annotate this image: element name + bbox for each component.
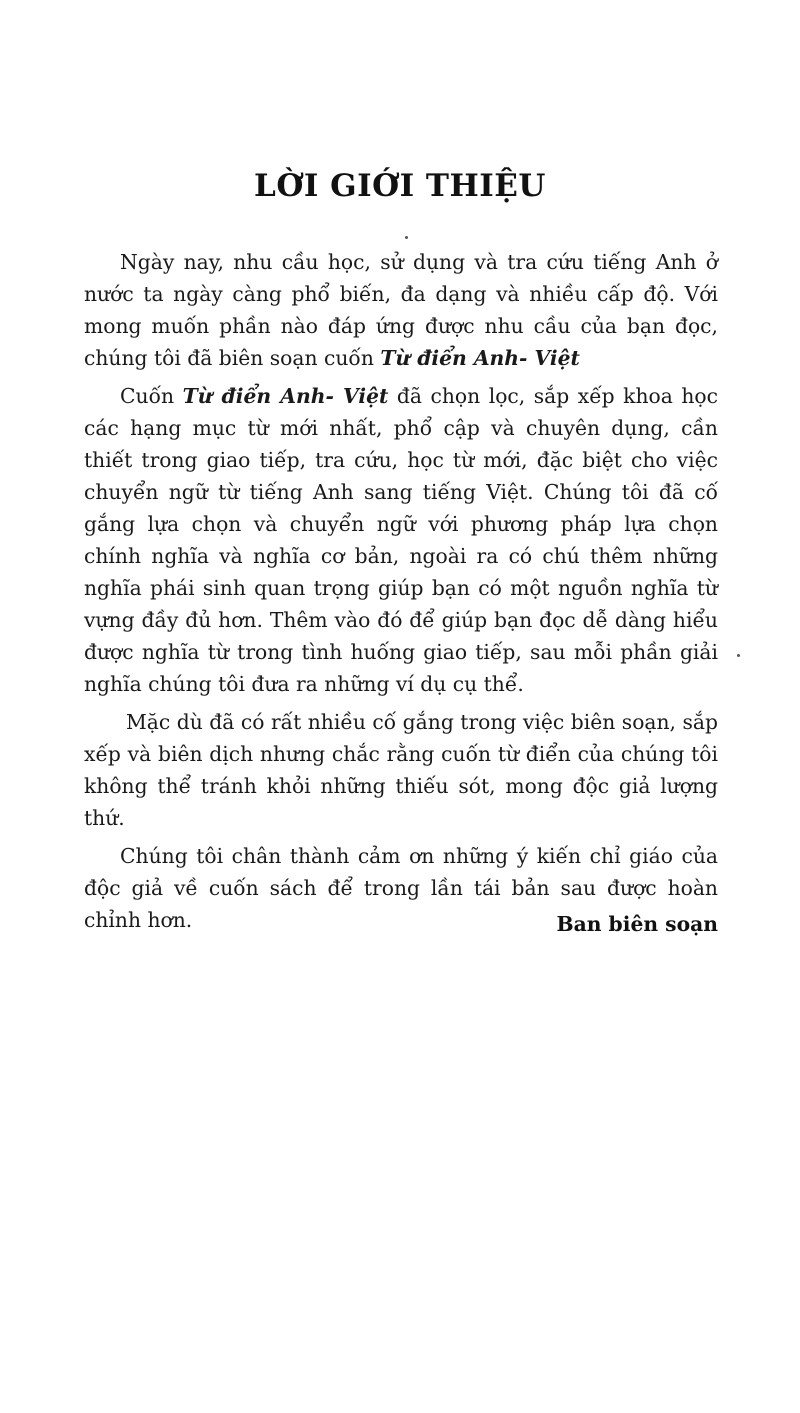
paragraph-2-text: đã chọn lọc, sắp xếp khoa học các hạng mục từ mới nhất, phổ cập và chuyên dụng, cần thiết trong giao tiếp, tra cứu, học từ mới, đặc biệt cho việc chuyển ngữ từ tiếng Anh sang tiếng Việt. Chúng tôi đã cố gắng lựa chọn và chuyển ngữ với phương pháp lựa chọn chính nghĩa và nghĩa cơ bản, ngoài ra có chú thêm những nghĩa phái sinh quan trọng giúp bạn có một nguồn nghĩa từ vựng đầy đủ hơn. Thêm vào đó để giúp bạn đọc dễ dàng hiểu được nghĩa từ trong tình huống giao tiếp, sau mỗi phần giải nghĩa chúng tôi đưa ra những ví dụ cụ thể. [84,384,718,696]
paragraph-1-book-title: Từ điển Anh- Việt [380,346,580,370]
paragraph-4: Chúng tôi chân thành cảm ơn những ý kiến chỉ giáo của độc giả về cuốn sách để trong lần tái bản sau được hoàn chỉnh hơn. [84,844,718,932]
paragraph-3: Mặc dù đã có rất nhiều cố gắng trong việc biên soạn, sắp xếp và biên dịch nhưng chắc rằng cuốn từ điển của chúng tôi không thể tránh khỏi những thiếu sót, mong độc giả lượng thứ. [84,710,718,830]
signature: Ban biên soạn [556,912,718,936]
paragraph-1-text: Ngày nay, nhu cầu học, sử dụng và tra cứu tiếng Anh ở nước ta ngày càng phổ biến, đa dạng và nhiều cấp độ. Với mong muốn phần nào đáp ứng được nhu cầu của bạn đọc, chúng tôi đã biên soạn cuốn [84,250,718,370]
paragraph-2-book-title: Từ điển Anh- Việt [182,384,389,408]
paragraph-2 [84,380,718,700]
paragraph-1 [84,246,718,374]
print-speck [737,654,740,657]
print-speck [405,236,408,239]
introduction-body [84,246,718,942]
page-title: LỜI GIỚI THIỆU [254,168,546,204]
paragraph-2-lead: Cuốn [120,384,183,408]
